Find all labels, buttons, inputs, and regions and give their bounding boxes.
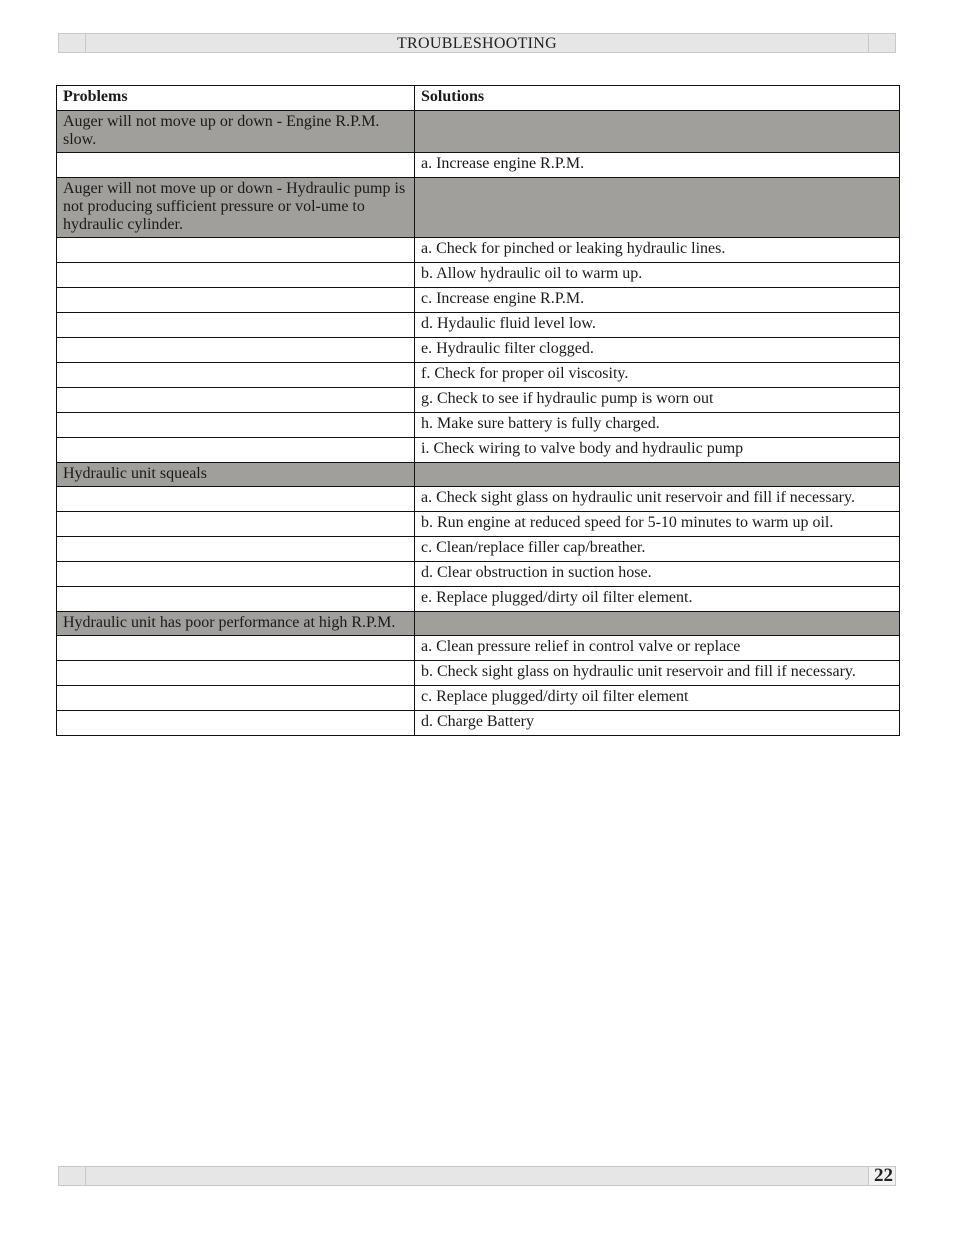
solution-empty-cell [57,153,415,178]
header-band [58,33,896,53]
solution-cell: b. Run engine at reduced speed for 5-10 minutes to warm up oil. [415,512,900,537]
solution-empty-cell [57,388,415,413]
solution-row [57,388,900,413]
solution-empty-cell [57,587,415,612]
solution-empty-cell [57,487,415,512]
solution-row [57,238,900,263]
solution-row [57,661,900,686]
solution-empty-cell [57,338,415,363]
solution-empty-cell [57,661,415,686]
header-band-right-segment [868,34,895,52]
problem-row [57,178,900,238]
solution-row [57,338,900,363]
problem-row [57,612,900,636]
solution-cell: c. Replace plugged/dirty oil filter element [415,686,900,711]
solution-cell: d. Charge Battery [415,711,900,736]
problem-row [57,463,900,487]
solution-cell: h. Make sure battery is fully charged. [415,413,900,438]
footer-band-left-segment [59,1167,86,1185]
solution-row [57,263,900,288]
solution-empty-cell [57,313,415,338]
solution-cell: e. Hydraulic filter clogged. [415,338,900,363]
page-title: TROUBLESHOOTING [396,35,558,52]
problem-empty-cell [415,612,900,636]
table-body [57,111,900,736]
solution-empty-cell [57,636,415,661]
column-header-problems: Problems [57,86,415,111]
problem-empty-cell [415,463,900,487]
problem-empty-cell [415,111,900,153]
problem-cell: Hydraulic unit squeals [57,463,415,487]
solution-empty-cell [57,711,415,736]
solution-cell: a. Check sight glass on hydraulic unit reservoir and fill if necessary. [415,487,900,512]
solution-cell: f. Check for proper oil viscosity. [415,363,900,388]
solution-cell: a. Check for pinched or leaking hydraulic lines. [415,238,900,263]
solution-row [57,537,900,562]
solution-row [57,313,900,338]
solution-empty-cell [57,537,415,562]
solution-empty-cell [57,512,415,537]
solution-cell: b. Check sight glass on hydraulic unit reservoir and fill if necessary. [415,661,900,686]
solution-row [57,512,900,537]
solution-row [57,587,900,612]
solution-row [57,686,900,711]
solution-row [57,153,900,178]
problem-empty-cell [415,178,900,238]
solution-row [57,363,900,388]
solution-cell: b. Allow hydraulic oil to warm up. [415,263,900,288]
solution-empty-cell [57,686,415,711]
solution-cell: g. Check to see if hydraulic pump is worn out [415,388,900,413]
solution-cell: d. Hydaulic fluid level low. [415,313,900,338]
solution-row [57,413,900,438]
footer-band-right-segment [868,1167,895,1185]
troubleshooting-table [56,85,900,736]
solution-empty-cell [57,238,415,263]
solution-empty-cell [57,363,415,388]
solution-row [57,438,900,463]
table-header-row [57,86,900,111]
solution-cell: a. Clean pressure relief in control valve or replace [415,636,900,661]
solution-empty-cell [57,263,415,288]
solution-empty-cell [57,413,415,438]
solution-empty-cell [57,438,415,463]
solution-row [57,487,900,512]
solution-cell: a. Increase engine R.P.M. [415,153,900,178]
problem-row [57,111,900,153]
solution-cell: e. Replace plugged/dirty oil filter element. [415,587,900,612]
problem-cell: Auger will not move up or down - Hydraulic pump is not producing sufficient pressure or vol-ume to hydraulic cylinder. [57,178,415,238]
solution-row [57,636,900,661]
column-header-solutions: Solutions [415,86,900,111]
page-number: 22 [874,1165,893,1186]
solution-empty-cell [57,562,415,587]
solution-cell: d. Clear obstruction in suction hose. [415,562,900,587]
footer-band [58,1166,896,1186]
solution-row [57,562,900,587]
solution-cell: i. Check wiring to valve body and hydraulic pump [415,438,900,463]
solution-row [57,288,900,313]
solution-cell: c. Increase engine R.P.M. [415,288,900,313]
solution-cell: c. Clean/replace filler cap/breather. [415,537,900,562]
solution-empty-cell [57,288,415,313]
problem-cell: Hydraulic unit has poor performance at high R.P.M. [57,612,415,636]
solution-row [57,711,900,736]
problem-cell: Auger will not move up or down - Engine R.P.M. slow. [57,111,415,153]
